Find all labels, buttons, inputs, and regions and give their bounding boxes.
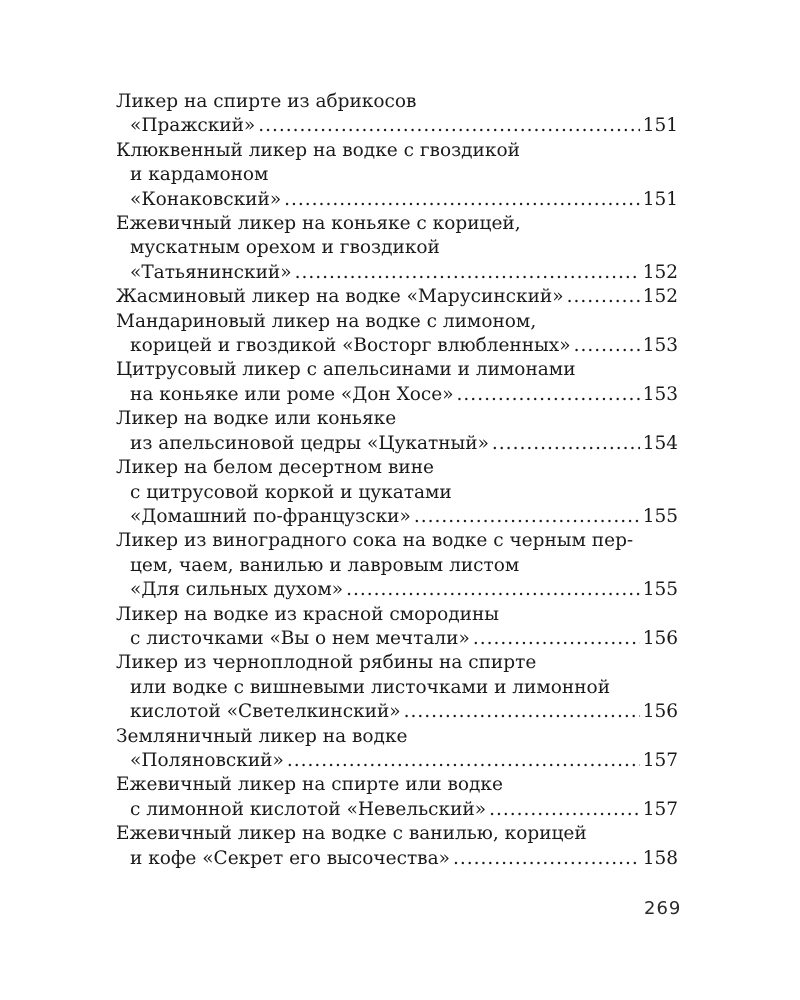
toc-entry-title: с листочками «Вы о нем мечтали»: [130, 627, 470, 649]
toc-entry-line: Ежевичный ликер на коньяке с корицей,: [116, 213, 521, 235]
toc-entry-line: Ликер на спирте из абрикосов: [116, 91, 417, 112]
toc-entry-line: Ликер на белом десертном вине: [116, 457, 434, 479]
toc-entry: [116, 90, 678, 139]
toc-entry-line: цем, чаем, ванилью и лавровым листом: [130, 554, 520, 576]
toc-entry-title: с лимонной кислотой «Невельский»: [130, 798, 487, 820]
toc-entry-page-number: 157: [642, 749, 678, 771]
toc-entry-title: «Домашний по-французски»: [130, 505, 411, 527]
dot-leader: [473, 627, 640, 651]
dot-leader: [492, 432, 640, 456]
toc-entry-line: мускатным орехом и гвоздикой: [130, 237, 440, 259]
toc-entry: [116, 212, 678, 285]
toc-entry-line: Ликер на водке из красной смородины: [116, 603, 499, 625]
toc-entry-leader-line: [116, 285, 678, 309]
toc-entry-leader-line: [116, 383, 678, 407]
toc-entry-title: Жасминовый ликер на водке «Марусинский»: [116, 286, 564, 308]
toc-entry-title: «Конаковский»: [130, 188, 282, 210]
toc-entry-page-number: 152: [642, 261, 678, 283]
toc-entry-leader-line: [116, 114, 678, 138]
toc-entry-leader-line: [116, 505, 678, 529]
toc-entry-line: Земляничный ликер на водке: [116, 725, 408, 747]
toc-entry-title: «Поляновский»: [130, 749, 284, 771]
toc-entry-leader-line: [116, 188, 678, 212]
toc-entry-leader-line: [116, 847, 678, 871]
toc-entry: [116, 456, 678, 529]
toc-entry-line: Цитрусовый ликер с апельсинами и лимонами: [116, 359, 576, 381]
table-of-contents: [116, 90, 678, 871]
toc-entry-page-number: 156: [642, 627, 678, 649]
toc-entry: [116, 139, 678, 212]
toc-entry-line: Ежевичный ликер на спирте или водке: [116, 774, 503, 796]
toc-entry-title: «Для сильных духом»: [130, 579, 344, 601]
toc-entry: [116, 529, 678, 602]
dot-leader: [287, 749, 640, 773]
dot-leader: [574, 334, 640, 358]
toc-entry-title: из апельсиновой цедры «Цукатный»: [130, 432, 489, 454]
toc-entry-line: Ликер из черноплодной рябины на спирте: [116, 652, 537, 674]
dot-leader: [258, 114, 639, 138]
toc-entry-page-number: 155: [642, 505, 678, 527]
toc-entry-page-number: 157: [642, 798, 678, 820]
dot-leader: [346, 578, 640, 602]
toc-entry: [116, 310, 678, 359]
toc-entry-title: кислотой «Светелкинский»: [130, 701, 401, 723]
toc-entry: [116, 822, 678, 871]
toc-entry-leader-line: [116, 749, 678, 773]
toc-entry-leader-line: [116, 334, 678, 358]
toc-entry-page-number: 158: [642, 847, 678, 869]
toc-entry-line: Ликер из виноградного сока на водке с черным пер-: [116, 530, 634, 552]
toc-entry: [116, 285, 678, 309]
toc-entry: [116, 773, 678, 822]
toc-entry-page-number: 153: [642, 383, 678, 405]
toc-entry-line: и кардамоном: [130, 164, 269, 186]
toc-entry-page-number: 151: [642, 188, 678, 210]
dot-leader: [284, 188, 640, 212]
toc-entry-page-number: 155: [642, 579, 678, 601]
toc-entry-leader-line: [116, 627, 678, 651]
toc-entry-line: или водке с вишневыми листочками и лимонной: [130, 676, 611, 698]
toc-entry: [116, 358, 678, 407]
toc-entry-leader-line: [116, 578, 678, 602]
dot-leader: [404, 700, 640, 724]
toc-entry-title: на коньяке или роме «Дон Хосе»: [130, 383, 454, 405]
dot-leader: [567, 285, 640, 309]
page-number: 269: [644, 898, 682, 919]
toc-entry: [116, 725, 678, 774]
toc-entry-leader-line: [116, 432, 678, 456]
toc-entry: [116, 651, 678, 724]
toc-entry-page-number: 154: [642, 432, 678, 454]
dot-leader: [453, 847, 640, 871]
toc-entry: [116, 407, 678, 456]
toc-entry-line: Ежевичный ликер на водке с ванилью, корицей: [116, 823, 587, 845]
toc-entry-page-number: 151: [642, 115, 678, 137]
toc-entry-leader-line: [116, 798, 678, 822]
dot-leader: [414, 505, 640, 529]
dot-leader: [457, 383, 640, 407]
toc-entry-title: «Татьянинский»: [130, 261, 292, 283]
toc-entry-leader-line: [116, 261, 678, 285]
toc-entry-title: корицей и гвоздикой «Восторг влюбленных»: [130, 335, 571, 357]
toc-entry: [116, 603, 678, 652]
toc-entry-title: и кофе «Секрет его высочества»: [130, 847, 450, 869]
toc-entry-page-number: 152: [642, 286, 678, 308]
toc-entry-leader-line: [116, 700, 678, 724]
dot-leader: [489, 798, 640, 822]
toc-entry-line: Ликер на водке или коньяке: [116, 408, 397, 430]
toc-entry-line: Клюквенный ликер на водке с гвоздикой: [116, 139, 520, 161]
toc-entry-page-number: 156: [642, 701, 678, 723]
dot-leader: [295, 261, 640, 285]
toc-entry-title: «Пражский»: [130, 115, 256, 137]
toc-entry-page-number: 153: [642, 335, 678, 357]
toc-entry-line: Мандариновый ликер на водке с лимоном,: [116, 310, 537, 332]
toc-entry-line: с цитрусовой коркой и цукатами: [130, 481, 452, 503]
